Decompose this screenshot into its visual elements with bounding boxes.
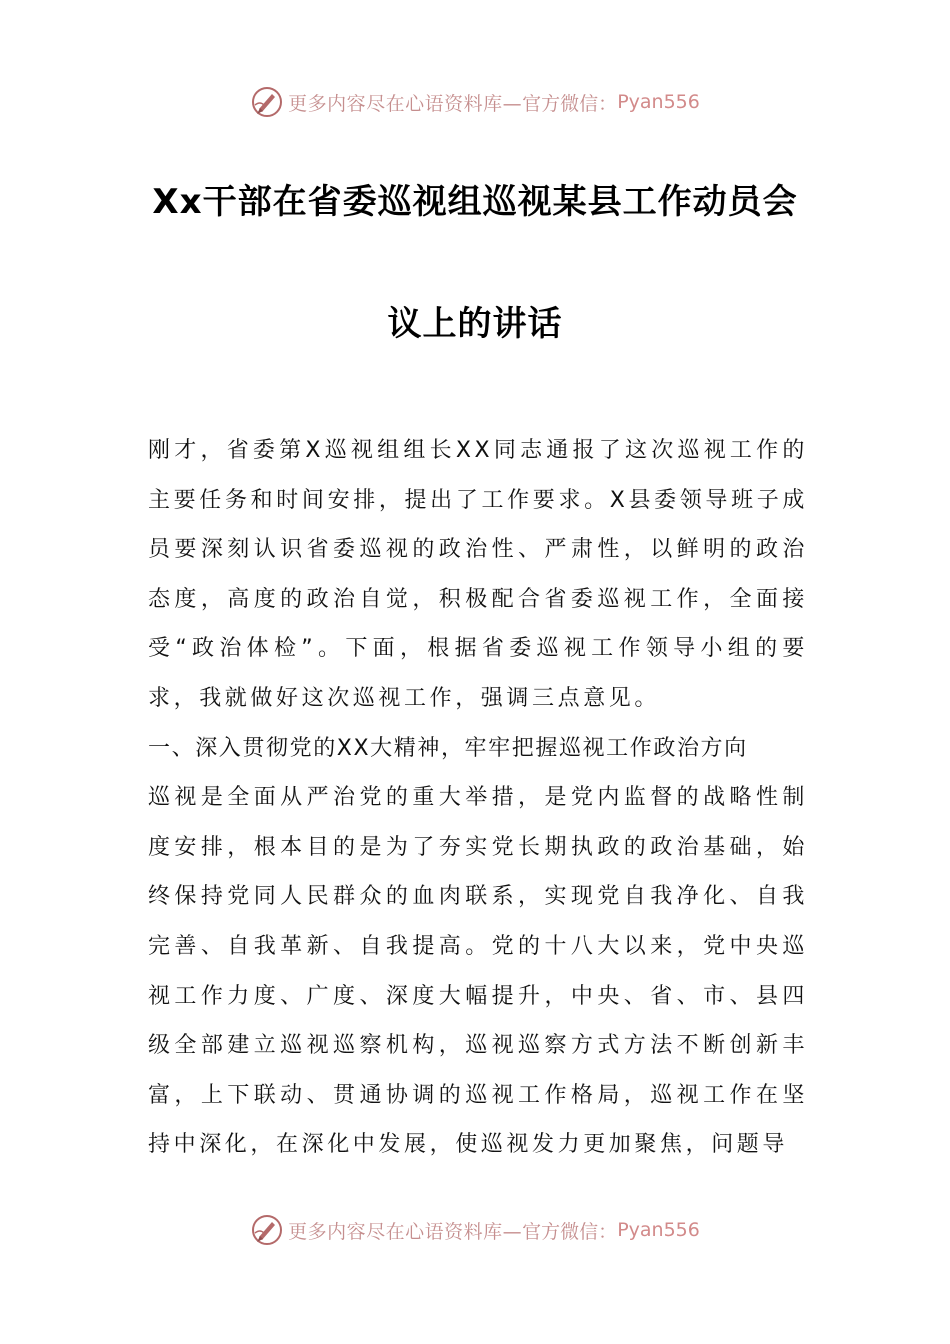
header-watermark <box>0 82 950 122</box>
watermark-wechat-id: Pyan556 <box>617 1219 700 1241</box>
watermark-wechat-label: 官方微信： <box>522 1220 618 1243</box>
pen-logo-icon <box>250 85 284 119</box>
footer-watermark <box>0 1210 950 1250</box>
paragraph-intro: 刚才，省委第X巡视组组长XX同志通报了这次巡视工作的主要任务和时间安排，提出了工作要求。X县委领导班子成员要深刻认识省委巡视的政治性、严肃性，以鲜明的政治态度，高度的政治自觉，积极配合省委巡视工作，全面接受“政治体检”。下面，根据省委巡视工作领导小组的要求，我就做好这次巡视工作，强调三点意见。 <box>148 438 808 711</box>
document-title-line1: Xx干部在省委巡视组巡视某县工作动员会 <box>152 182 798 222</box>
document-title-line2: 议上的讲话 <box>387 304 563 344</box>
watermark-main-text: 更多内容尽在心语资料库— <box>288 92 523 115</box>
watermark-wechat-id: Pyan556 <box>617 91 700 113</box>
paragraph-section-1: 巡视是全面从严治党的重大举措，是党内监督的战略性制度安排，根本目的是为了夯实党长期执政的政治基础，始终保持党同人民群众的血肉联系，实现党自我净化、自我完善、自我革新、自我提高。党的十八大以来，党中央巡视工作力度、广度、深度大幅提升，中央、省、市、县四级全部建立巡视巡察机构，巡视巡察方式方法不断创新丰富，上下联动、贯通协调的巡视工作格局，巡视工作在坚持中深化，在深化中发展，使巡视发力更加聚焦，问题导 <box>148 785 808 1158</box>
watermark-main-text: 更多内容尽在心语资料库— <box>288 1220 523 1243</box>
document-body <box>148 426 808 1170</box>
watermark-wechat-label: 官方微信： <box>522 92 618 115</box>
pen-logo-icon <box>250 1213 284 1247</box>
section-heading-1: 一、深入贯彻党的XX大精神，牢牢把握巡视工作政治方向 <box>148 735 748 761</box>
